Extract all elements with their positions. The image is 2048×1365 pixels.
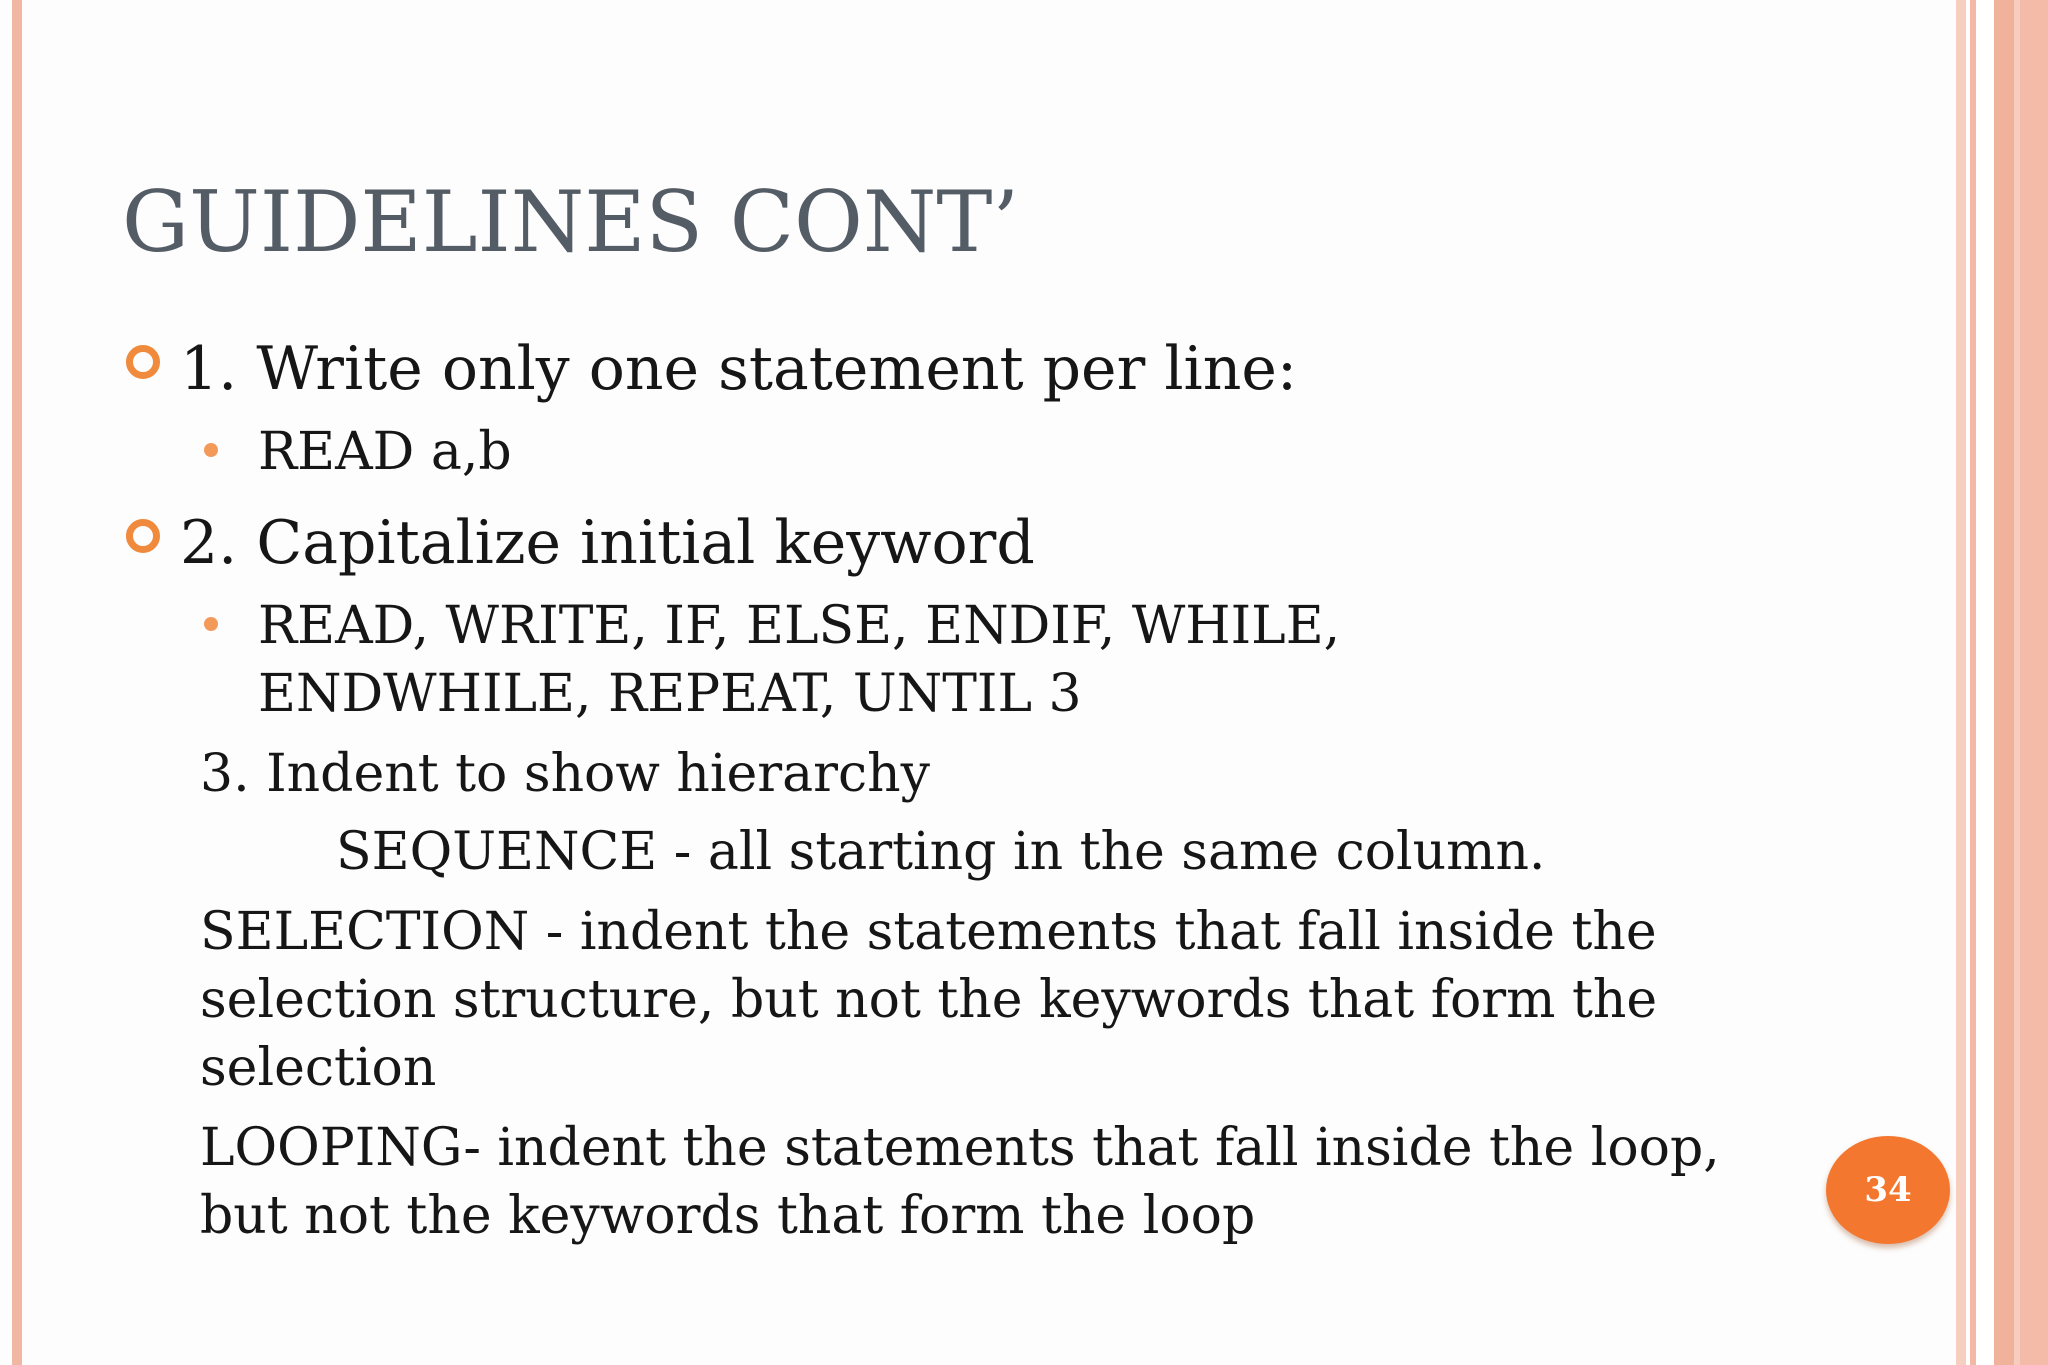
stripe bbox=[2020, 0, 2048, 1365]
stripe bbox=[1956, 0, 1966, 1365]
list-item-1: 1. Write only one statement per line: bbox=[180, 334, 1298, 404]
item-selection-line-2: selection structure, but not the keywords that form the bbox=[200, 970, 1658, 1030]
page-number-badge: 34 bbox=[1826, 1136, 1950, 1244]
item-looping-line-2: but not the keywords that form the loop bbox=[200, 1186, 1256, 1246]
slide-title: GUIDELINES CONT’ bbox=[122, 173, 1020, 271]
sub-item-keywords-line-1: READ, WRITE, IF, ELSE, ENDIF, WHILE, bbox=[258, 596, 1341, 656]
list-item-2: 2. Capitalize initial keyword bbox=[180, 508, 1035, 578]
sub-item-read: READ a,b bbox=[258, 422, 512, 482]
dot-bullet-icon bbox=[204, 443, 218, 457]
dot-bullet-icon bbox=[204, 617, 218, 631]
left-border-rule bbox=[12, 0, 22, 1365]
sub-item-keywords-line-2: ENDWHILE, REPEAT, UNTIL 3 bbox=[258, 664, 1082, 724]
ring-bullet-icon bbox=[126, 519, 160, 553]
item-selection-line-3: selection bbox=[200, 1038, 437, 1098]
item-selection-line-1: SELECTION - indent the statements that fall inside the bbox=[200, 902, 1657, 962]
item-indent-heading: 3. Indent to show hierarchy bbox=[200, 744, 931, 804]
item-looping-line-1: LOOPING- indent the statements that fall inside the loop, bbox=[200, 1118, 1720, 1178]
stripe bbox=[1994, 0, 2014, 1365]
stripe bbox=[1976, 0, 1994, 1365]
item-sequence: SEQUENCE - all starting in the same column. bbox=[336, 822, 1546, 882]
right-decorative-stripes bbox=[1956, 0, 2048, 1365]
ring-bullet-icon bbox=[126, 345, 160, 379]
